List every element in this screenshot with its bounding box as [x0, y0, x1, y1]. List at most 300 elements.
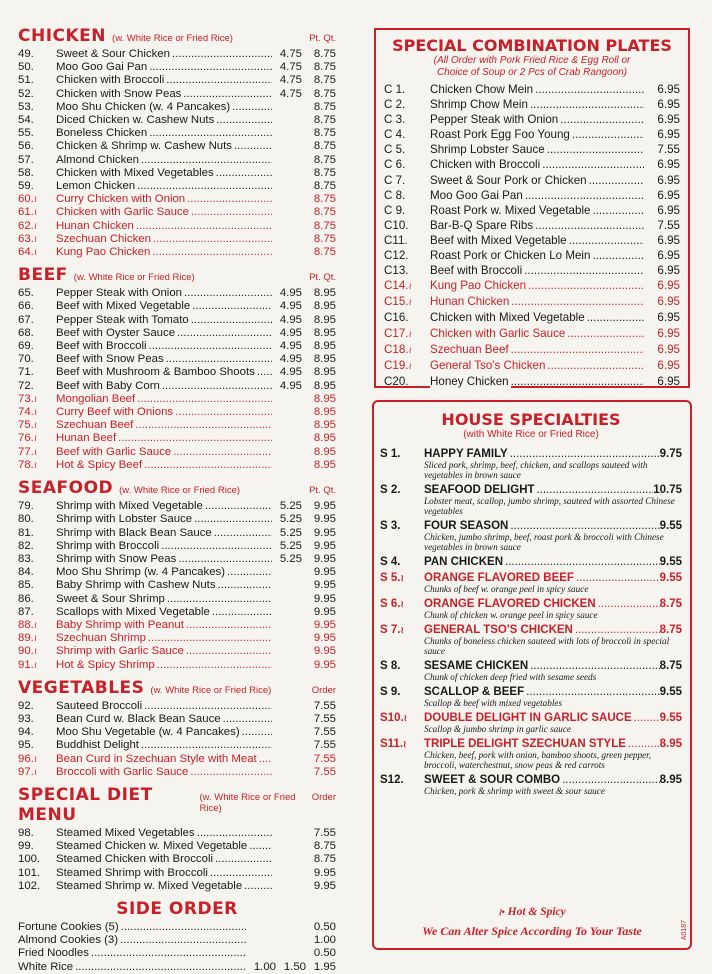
house-inner — [380, 410, 682, 800]
specialty-name: TRIPLE DELIGHT SZECHUAN STYLE ..... — [424, 738, 660, 750]
item-price-quart: 8.75 — [313, 153, 336, 166]
item-name: Sweet & Sour Shrimp ..... — [56, 593, 272, 606]
item-price-quart: 8.75 — [313, 61, 336, 74]
specialty-description: Chunk of chicken w. orange peel in spicy sauce — [424, 610, 598, 620]
chili-pepper-icon: ≀ — [400, 599, 404, 609]
item-name: Kung Pao Chicken ..... — [56, 246, 272, 259]
combo-price: 6.95 — [657, 203, 680, 217]
item-number: 62.≀ — [18, 219, 38, 232]
item-price-quart: 8.95 — [313, 392, 336, 405]
item-price-quart: 8.95 — [313, 300, 336, 313]
combo-price: 7.55 — [657, 218, 680, 232]
combo-number: C19.≀ — [384, 358, 412, 372]
combo-number: C13. — [384, 264, 409, 278]
combo-price: 6.95 — [657, 83, 680, 96]
special-diet-subtitle: (w. White Rice or Fried Rice) — [199, 791, 296, 814]
chicken-subtitle: (w. White Rice or Fried Rice) — [112, 33, 233, 44]
item-number: 81. — [18, 526, 34, 539]
beef-section — [18, 265, 336, 472]
chili-pepper-icon: ≀ — [403, 713, 408, 723]
item-number: 97.≀ — [18, 765, 38, 778]
item-price-pint: 4.95 — [279, 326, 302, 339]
specialty-item — [380, 624, 682, 656]
print-code: A0187 — [681, 920, 688, 941]
item-number: 77.≀ — [18, 445, 38, 458]
specialty-name: PAN CHICKEN ..... — [424, 556, 660, 568]
item-number: 101. — [18, 866, 41, 879]
side-item-row — [18, 934, 336, 947]
special-diet-title: SPECIAL DIET MENU — [18, 784, 153, 825]
item-name: Beef with Oyster Sauce ..... — [56, 327, 272, 340]
spice-note: We Can Alter Spice According To Your Taste — [422, 924, 642, 938]
item-price-quart: 7.55 — [313, 765, 336, 778]
combo-number: C16. — [384, 311, 409, 325]
menu-item-row — [18, 659, 336, 672]
item-price-quart: 8.95 — [313, 406, 336, 419]
beef-title: BEEF — [18, 265, 68, 286]
specialty-body — [424, 712, 682, 734]
item-price-quart: 8.75 — [313, 219, 336, 232]
item-name: Chicken with Mixed Vegetables ..... — [56, 167, 272, 180]
menu-item-row — [18, 246, 336, 259]
specialty-code: S 4. — [380, 556, 401, 568]
item-price-quart: 8.75 — [313, 206, 336, 219]
chili-pepper-icon: ≀ — [33, 619, 38, 630]
menu-item-row — [18, 867, 336, 880]
menu-item-row — [18, 193, 336, 206]
item-number: 86. — [18, 592, 34, 605]
item-number: 90.≀ — [18, 645, 38, 658]
combo-item-row — [384, 263, 680, 278]
side-item-row — [18, 921, 336, 934]
seafood-price-columns: Pt. Qt. — [309, 485, 336, 497]
item-price-quart: 9.95 — [313, 513, 336, 526]
item-price-quart: 8.75 — [313, 840, 336, 853]
combo-subtitle-2: Choice of Soup or 2 Pcs of Crab Rangoon) — [436, 67, 628, 78]
item-number: 55. — [18, 127, 34, 140]
item-name: Hunan Beef ..... — [56, 432, 272, 445]
item-price-pint: 4.95 — [279, 313, 302, 326]
menu-item-row — [18, 74, 336, 87]
specialty-nameline — [424, 520, 682, 532]
item-price-quart: 8.95 — [313, 340, 336, 353]
menu-item-row — [18, 527, 336, 540]
specialty-item — [380, 660, 682, 682]
combo-number: C18.≀ — [384, 342, 412, 356]
specialty-price: 9.55 — [659, 686, 682, 698]
item-number: 87. — [18, 605, 34, 618]
item-name: Sweet & Sour Chicken ..... — [56, 48, 272, 61]
item-name: Beef with Snow Peas ..... — [56, 353, 272, 366]
item-price-quart: 8.95 — [313, 445, 336, 458]
item-name: Pepper Steak with Tomato ..... — [56, 314, 272, 327]
item-number: 91.≀ — [18, 658, 38, 671]
item-number: 61.≀ — [18, 206, 38, 219]
combo-name: General Tso's Chicken ..... — [430, 358, 644, 373]
item-number: 67. — [18, 313, 34, 326]
combo-item-row — [384, 97, 680, 112]
item-price-quart: 8.95 — [313, 419, 336, 432]
combo-item-row — [384, 310, 680, 325]
chili-pepper-icon: ≀ — [33, 446, 38, 457]
chili-pepper-icon: ≀ — [33, 659, 38, 670]
side-order-title: SIDE ORDER — [116, 898, 238, 919]
menu-item-row — [18, 300, 336, 313]
chili-pepper-icon: ≀ — [400, 573, 404, 583]
combo-name: Beef with Mixed Vegetable ..... — [430, 233, 644, 248]
hot-spicy-legend — [372, 906, 692, 918]
item-name: Chicken with Broccoli ..... — [56, 74, 272, 87]
beef-price-columns: Pt. Qt. — [309, 272, 336, 284]
side-order-section — [18, 899, 336, 974]
chili-pepper-icon: ≀ — [33, 753, 38, 764]
item-price-quart: 8.95 — [313, 432, 336, 445]
item-name: Bean Curd w. Black Bean Sauce ..... — [56, 713, 272, 726]
specialty-price: 8.95 — [659, 774, 682, 786]
menu-item-row — [18, 101, 336, 114]
item-name: Buddhist Delight ..... — [56, 739, 272, 752]
beef-subtitle: (w. White Rice or Fried Rice) — [73, 272, 195, 284]
item-name: Boneless Chicken ..... — [56, 127, 272, 140]
vegetables-subtitle: (w. White Rice or Fried Rice) — [150, 684, 272, 696]
combo-title: SPECIAL COMBINATION PLATES — [392, 36, 672, 55]
item-price-pint: 5.25 — [279, 500, 302, 513]
item-price-pint: 5.25 — [279, 526, 302, 539]
menu-item-row — [18, 127, 336, 140]
menu-item-row — [18, 220, 336, 233]
item-price-pint: 5.25 — [279, 552, 302, 565]
combo-item-row — [384, 142, 680, 157]
item-price-pint: 4.75 — [279, 61, 302, 74]
menu-item-row — [18, 140, 336, 153]
item-name: Szechuan Chicken ..... — [56, 233, 272, 246]
item-number: 59. — [18, 180, 34, 193]
specialty-code: S10.≀ — [380, 712, 408, 724]
menu-item-row — [18, 566, 336, 579]
menu-item-row — [18, 61, 336, 74]
combo-price: 6.95 — [657, 295, 680, 309]
menu-item-row — [18, 579, 336, 592]
side-price: 1.00 — [313, 934, 336, 947]
specialty-price: 9.55 — [659, 520, 682, 532]
specialty-description: Chicken, jumbo shrimp, beef, roast pork & broccoli with Chinese vegetables in brown sauce — [424, 532, 664, 552]
chicken-title: CHICKEN — [18, 26, 107, 46]
specialty-nameline — [424, 660, 682, 672]
chili-pepper-icon: ≀ — [408, 281, 412, 292]
specialty-nameline — [424, 598, 682, 610]
menu-item-row — [18, 353, 336, 366]
chili-pepper-icon: ≀ — [408, 297, 412, 308]
item-number: 50. — [18, 61, 34, 74]
menu-item-row — [18, 459, 336, 472]
combo-price: 6.95 — [657, 128, 680, 142]
item-price-quart: 8.75 — [313, 193, 336, 206]
menu-item-row — [18, 393, 336, 406]
menu-item-row — [18, 287, 336, 300]
combo-name: Szechuan Beef ..... — [430, 342, 644, 357]
combo-name: Bar-B-Q Spare Ribs ..... — [430, 218, 644, 233]
menu-item-row — [18, 206, 336, 219]
specialty-body — [424, 572, 682, 594]
combo-item-row — [384, 233, 680, 248]
seafood-section — [18, 478, 336, 672]
item-price-quart: 8.75 — [313, 48, 336, 60]
item-price-quart: 8.95 — [313, 326, 336, 339]
menu-item-row — [18, 380, 336, 393]
item-price-quart: 8.95 — [313, 366, 336, 379]
chili-pepper-icon: ≀ — [33, 393, 38, 404]
chili-pepper-icon: ≀• — [498, 907, 505, 917]
specialty-nameline — [424, 624, 682, 636]
combo-name: Sweet & Sour Pork or Chicken ..... — [430, 173, 644, 188]
item-price-quart: 9.95 — [313, 618, 336, 631]
combo-name: Pepper Steak with Onion ..... — [430, 112, 644, 127]
specialty-item — [380, 556, 682, 568]
combo-number: C 2. — [384, 98, 406, 112]
combo-name: Chicken with Garlic Sauce ..... — [430, 326, 644, 341]
specialty-description: Chunk of chicken deep fried with sesame seeds — [424, 672, 597, 682]
item-number: 99. — [18, 840, 34, 853]
item-price-quart: 8.75 — [313, 246, 336, 259]
item-price-quart: 9.95 — [313, 879, 336, 892]
specialty-nameline — [424, 774, 682, 786]
chicken-heading — [18, 26, 336, 46]
specialty-code: S 2. — [380, 484, 401, 496]
item-number: 70. — [18, 353, 34, 366]
specialty-body — [424, 624, 682, 656]
item-name: Baby Shrimp with Peanut ..... — [56, 619, 272, 632]
side-item-row — [18, 947, 336, 960]
item-number: 95. — [18, 739, 34, 752]
combo-price: 7.55 — [657, 143, 680, 157]
item-number: 75.≀ — [18, 419, 38, 432]
side-price: 0.50 — [313, 920, 336, 933]
specialty-body — [424, 686, 682, 708]
combo-price: 6.95 — [657, 311, 680, 325]
combo-name: Shrimp Lobster Sauce ..... — [430, 142, 644, 157]
menu-item-row — [18, 753, 336, 766]
combo-item-row — [384, 173, 680, 188]
combo-name: Chicken Chow Mein ..... — [430, 82, 644, 97]
specialty-item — [380, 598, 682, 620]
item-name: Beef with Mixed Vegetable ..... — [56, 300, 272, 313]
item-number: 84. — [18, 566, 34, 579]
specialty-description: Chunks of beef w. orange peel in spicy sauce — [424, 584, 589, 594]
special-diet-price-columns: Order — [311, 791, 336, 803]
specialty-name: SESAME CHICKEN ..... — [424, 660, 660, 672]
combo-list — [384, 82, 680, 389]
vegetables-heading — [18, 678, 336, 698]
combo-price: 6.95 — [657, 158, 680, 172]
item-name: Moo Goo Gai Pan ..... — [56, 61, 272, 74]
menu-item-row — [18, 726, 336, 739]
item-number: 53. — [18, 100, 34, 113]
item-number: 94. — [18, 726, 34, 739]
specialty-body — [424, 774, 682, 796]
item-price-pint: 4.95 — [279, 366, 302, 379]
item-name: Steamed Shrimp with Broccoli ..... — [56, 867, 272, 880]
chili-pepper-icon: ≀ — [403, 739, 407, 749]
menu-item-row — [18, 553, 336, 566]
item-name: Szechuan Beef ..... — [56, 419, 272, 432]
chili-pepper-icon: ≀ — [33, 220, 38, 231]
combo-number: C 3. — [384, 113, 406, 127]
item-name: Steamed Shrimp w. Mixed Vegetable ..... — [56, 880, 272, 893]
specialty-item — [380, 448, 682, 480]
combo-number: C 7. — [384, 173, 406, 187]
combo-number: C 1. — [384, 83, 406, 96]
menu-item-row — [18, 48, 336, 61]
item-number: 49. — [18, 48, 34, 60]
item-price-quart: 9.95 — [313, 539, 336, 552]
item-price-quart: 8.75 — [313, 180, 336, 193]
item-name: Moo Shu Vegetable (w. 4 Pancakes) ..... — [56, 726, 272, 739]
item-price-quart: 9.95 — [313, 632, 336, 645]
specialty-item — [380, 738, 682, 770]
item-number: 76.≀ — [18, 432, 38, 445]
combo-name: Beef with Broccoli ..... — [430, 263, 644, 278]
item-price-quart: 7.55 — [313, 712, 336, 725]
item-number: 72. — [18, 379, 34, 392]
house-subtitle: (with White Rice or Fried Rice) — [463, 429, 599, 440]
specialty-code: S 1. — [380, 448, 401, 460]
vegetables-title: VEGETABLES — [18, 677, 145, 698]
item-name: Beef with Mushroom & Bamboo Shoots ..... — [56, 366, 272, 379]
specialty-body — [424, 556, 682, 568]
item-name: Chicken & Shrimp w. Cashew Nuts ..... — [56, 140, 272, 153]
item-price-quart: 8.95 — [313, 379, 336, 392]
menu-item-row — [18, 700, 336, 713]
item-number: 79. — [18, 500, 34, 513]
item-price-pint: 4.95 — [279, 379, 302, 392]
item-number: 102. — [18, 879, 41, 892]
specialty-description: Chunks of boneless chicken sauteed with lots of broccoli in special sauce — [424, 636, 670, 656]
menu-item-row — [18, 713, 336, 726]
menu-item-row — [18, 114, 336, 127]
item-number: 100. — [18, 853, 41, 866]
combo-price: 6.95 — [657, 233, 680, 247]
item-number: 51. — [18, 74, 34, 87]
combo-number: C11. — [384, 233, 408, 247]
item-name: Almond Chicken ..... — [56, 154, 272, 167]
specialty-item — [380, 520, 682, 552]
specialty-name: ORANGE FLAVORED BEEF ..... — [424, 572, 660, 584]
menu-item-row — [18, 593, 336, 606]
item-name: Steamed Chicken with Broccoli ..... — [56, 853, 272, 866]
item-name: Szechuan Shrimp ..... — [56, 632, 272, 645]
item-number: 56. — [18, 140, 34, 153]
chili-pepper-icon: ≀ — [33, 646, 38, 657]
menu-item-row — [18, 432, 336, 445]
item-price-pint: 4.75 — [279, 48, 302, 60]
chili-pepper-icon: ≀ — [33, 459, 38, 470]
chili-pepper-icon: ≀ — [33, 407, 38, 418]
item-number: 74.≀ — [18, 406, 38, 419]
combo-name: Honey Chicken ..... — [430, 374, 644, 389]
side-price-small: 1.00 — [253, 960, 276, 973]
item-price-quart: 8.75 — [313, 87, 336, 100]
combo-name: Shrimp Chow Mein ..... — [430, 97, 644, 112]
item-price-quart: 9.95 — [313, 658, 336, 671]
hot-spicy-label: Hot & Spicy — [507, 906, 566, 918]
specialty-description: Chicken, beef, pork with onion, bamboo shoots, green pepper, broccoli, waterchestnut, snow peas & red carrots — [424, 750, 652, 770]
specialty-name: DOUBLE DELIGHT IN GARLIC SAUCE ..... — [424, 712, 660, 724]
menu-item-row — [18, 880, 336, 893]
menu-item-row — [18, 327, 336, 340]
combo-name: Roast Pork Egg Foo Young ..... — [430, 127, 644, 142]
specialty-name: SCALLOP & BEEF ..... — [424, 686, 660, 698]
specialty-name: HAPPY FAMILY ..... — [424, 448, 660, 460]
item-number: 98. — [18, 826, 34, 839]
house-specialties-box — [372, 400, 692, 950]
specialty-code: S12. — [380, 774, 404, 786]
specialty-name: ORANGE FLAVORED CHICKEN ..... — [424, 598, 660, 610]
item-price-pint: 4.95 — [279, 300, 302, 313]
item-price-quart: 8.75 — [313, 853, 336, 866]
menu-item-row — [18, 645, 336, 658]
combo-name: Chicken with Mixed Vegetable ..... — [430, 310, 644, 325]
specialty-nameline — [424, 738, 682, 750]
combo-item-row — [384, 294, 680, 310]
specialty-code: S 8. — [380, 660, 401, 672]
item-price-pint: 4.95 — [279, 340, 302, 353]
chili-pepper-icon: ≀ — [33, 233, 38, 244]
specialty-item — [380, 712, 682, 734]
item-number: 92. — [18, 699, 34, 712]
item-name: Steamed Chicken w. Mixed Vegetable ..... — [56, 840, 272, 853]
combo-name: Roast Pork w. Mixed Vegetable ..... — [430, 203, 644, 218]
seafood-subtitle: (w. White Rice or Fried Rice) — [119, 485, 241, 497]
menu-item-row — [18, 314, 336, 327]
specialty-item — [380, 774, 682, 796]
combo-price: 6.95 — [657, 188, 680, 202]
combination-plates-box — [374, 28, 690, 388]
item-name: Shrimp with Broccoli ..... — [56, 540, 272, 553]
item-name: Lemon Chicken ..... — [56, 180, 272, 193]
specialty-code: S 9. — [380, 686, 401, 698]
item-price-quart: 8.75 — [313, 114, 336, 127]
chicken-section — [18, 26, 336, 259]
item-number: 93. — [18, 712, 34, 725]
item-number: 83. — [18, 552, 34, 565]
item-price-quart: 9.95 — [313, 579, 336, 592]
menu-item-row — [18, 766, 336, 779]
chili-pepper-icon: ≀ — [33, 420, 38, 431]
item-name: Broccoli with Garlic Sauce ..... — [56, 766, 272, 779]
item-name: Moo Shu Shrimp (w. 4 Pancakes) ..... — [56, 566, 272, 579]
item-number: 96.≀ — [18, 752, 38, 765]
item-price-quart: 8.75 — [313, 232, 336, 245]
item-price-quart: 9.95 — [313, 526, 336, 539]
specialty-price: 8.95 — [659, 738, 682, 750]
specialty-item — [380, 484, 682, 516]
chili-pepper-icon: ≀ — [408, 360, 412, 371]
item-number: 63.≀ — [18, 232, 38, 245]
item-name: Curry Beef with Onions ..... — [56, 406, 272, 419]
item-price-pint: 5.25 — [279, 513, 302, 526]
item-name: Beef with Broccoli ..... — [56, 340, 272, 353]
specialty-nameline — [424, 556, 682, 568]
combo-number: C10. — [384, 218, 409, 232]
item-name: Diced Chicken w. Cashew Nuts ..... — [56, 114, 272, 127]
specialty-code: S 3. — [380, 520, 401, 532]
combo-item-row — [384, 82, 680, 97]
combo-item-row — [384, 248, 680, 263]
combo-name: Roast Pork or Chicken Lo Mein ..... — [430, 248, 644, 263]
item-price-quart: 9.95 — [313, 866, 336, 879]
item-price-quart: 9.95 — [313, 566, 336, 579]
specialty-price: 9.55 — [659, 556, 682, 568]
